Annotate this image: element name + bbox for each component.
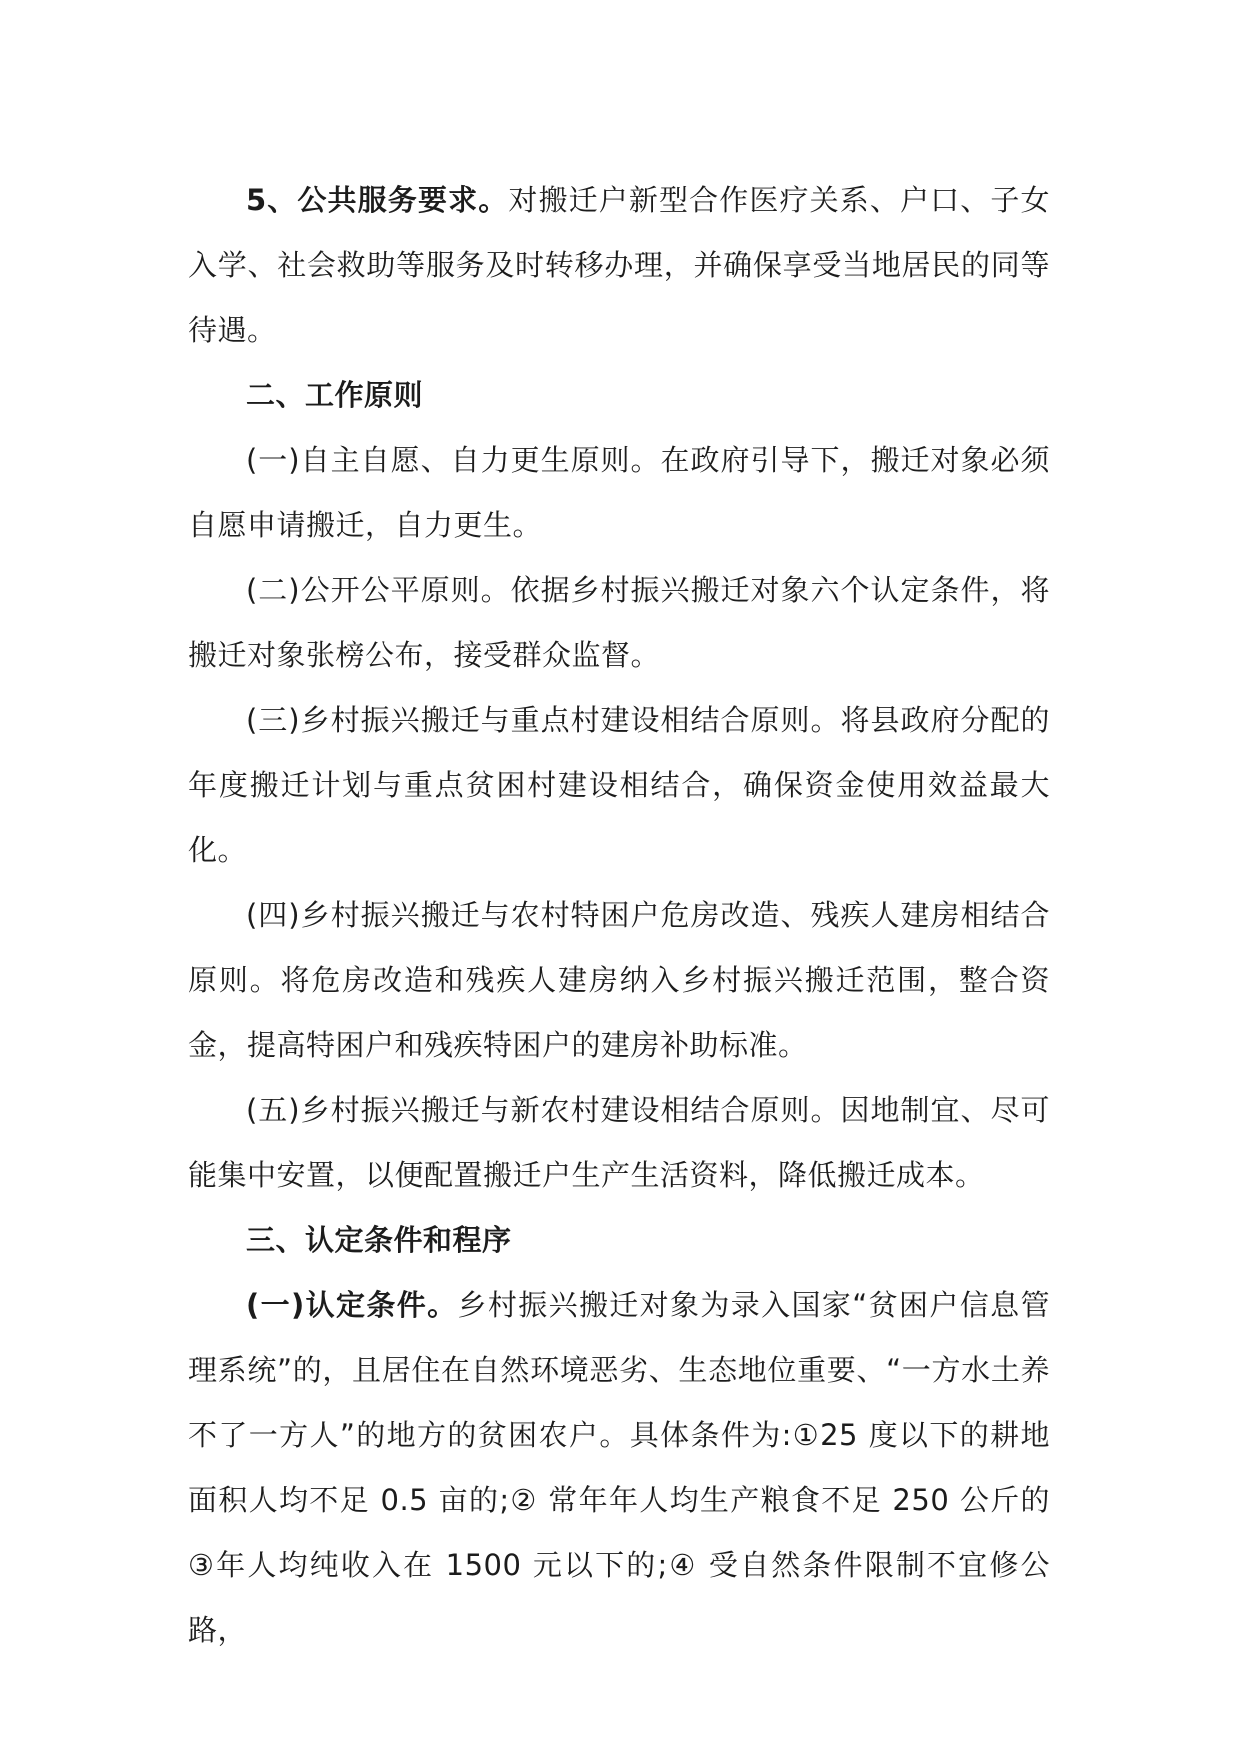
paragraph-principle-4: (四)乡村振兴搬迁与农村特困户危房改造、残疾人建房相结合原则。将危房改造和残疾人建房纳入乡村振兴搬迁范围，整合资金，提高特困户和残疾特困户的建房补助标准。: [188, 898, 1050, 1062]
paragraph-lead: (一)认定条件。: [246, 1288, 458, 1322]
paragraph-principle-2: (二)公开公平原则。依据乡村振兴搬迁对象六个认定条件，将搬迁对象张榜公布，接受群众监督。: [188, 573, 1050, 672]
paragraph-principle-1: (一)自主自愿、自力更生原则。在政府引导下，搬迁对象必须自愿申请搬迁，自力更生。: [188, 443, 1050, 542]
paragraph-text: 对搬迁户新型合作医疗关系、户口、子女入学、社会救助等服务及时转移办理，并确保享受当地居民的同等待遇。: [188, 183, 1050, 347]
paragraph-text: 乡村振兴搬迁对象为录入国家“贫困户信息管理系统”的，且居住在自然环境恶劣、生态地位重要、“一方水土养不了一方人”的地方的贫困农户。具体条件为:①25 度以下的耕地面积人均不足 0.5 亩的;② 常年年人均生产粮食不足 250 公斤的③年人均纯收入在 1500 元以下的;④ 受自然条件限制不宜修公路，: [188, 1288, 1050, 1647]
paragraph-public-service: [188, 168, 1050, 363]
section-heading-work-principles: 二、工作原则: [246, 378, 424, 412]
paragraph-principle-5: (五)乡村振兴搬迁与新农村建设相结合原则。因地制宜、尽可能集中安置，以便配置搬迁户生产生活资料，降低搬迁成本。: [188, 1093, 1050, 1192]
document-page: [188, 168, 1050, 1663]
paragraph-principle-3: (三)乡村振兴搬迁与重点村建设相结合原则。将县政府分配的年度搬迁计划与重点贫困村建设相结合，确保资金使用效益最大化。: [188, 703, 1050, 867]
paragraph-conditions: [188, 1273, 1050, 1663]
section-heading-conditions-procedures: 三、认定条件和程序: [246, 1223, 512, 1257]
paragraph-lead: 5、公共服务要求。: [246, 183, 509, 217]
